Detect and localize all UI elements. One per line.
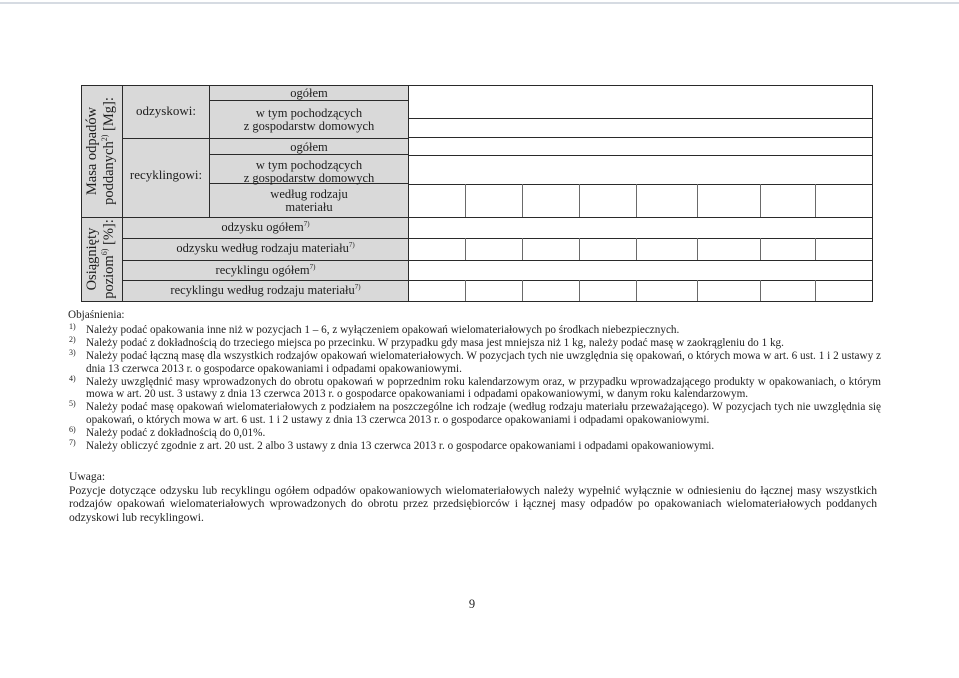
note-item: 7) Należy obliczyć zgodnie z art. 20 ust. 2 albo 3 ustawy z dnia 13 czerwca 2013 r. o gospodarce opakowaniami i odpadami opakowaniowymi. [69, 438, 715, 453]
row-recyklingu-wedlug: recyklingu według rodzaju materiału$^{7)}$ [170, 282, 361, 297]
row-odzysku-ogolem: odzysku ogółem$^{7)}$ [221, 219, 310, 234]
note-item: 3) Należy podać łączną masę dla wszystkich rodzajów opakowań wielomateriałowych. W pozycjach tych nie uwzględnia się opakowań, o których mowa w art. 6 ust. 1 i 2 ustawy z dnia 13 czerwca 2013 r. o gospodarce opakowaniami i odpadami opakowaniowymi. [69, 347, 881, 375]
remark-title: Uwaga: [69, 470, 106, 483]
mass-section-label: Masa odpadów poddanych$^{2)}$ [Mg]: [84, 97, 117, 205]
note-item: 1) Należy podać opakowania inne niż w pozycjach 1 – 6, z wyłączeniem opakowań wielomateriałowych po środkach niebezpiecznych. [69, 321, 680, 336]
note-item: 2) Należy podać z dokładnością do trzeciego miejsca po przecinku. W przypadku gdy masa jest mniejsza niż 1 kg, należy podać masę w zaokrągleniu do 1 kg. [69, 334, 784, 349]
remark [69, 470, 877, 524]
row-recykling-wedlug: według rodzaju materiału [270, 187, 348, 214]
page-number: 9 [468, 597, 476, 611]
explanations [69, 309, 881, 453]
recykling-group-label: recyklingowi: [129, 167, 203, 182]
row-odzysk-w-tym: w tym pochodzących z gospodarstw domowych [243, 106, 375, 133]
explanations-title: Objaśnienia: [68, 309, 125, 321]
odzysk-group-label: odzyskowi: [136, 103, 196, 118]
note-item: 6) Należy podać z dokładnością do 0,01%. [69, 425, 266, 440]
row-recykling-w-tym: w tym pochodzących z gospodarstw domowych [243, 158, 375, 185]
page-top-edge [0, 2, 959, 4]
level-section-label: Osiągnięty poziom$^{6)}$ [%]: [84, 219, 117, 299]
row-recyklingu-ogolem: recyklingu ogółem$^{7)}$ [215, 262, 316, 277]
note-item: 5) Należy podać masę opakowań wielomateriałowych z podziałem na poszczególne ich rodzaje (według rodzaju materiału przeważającego). W pozycjach tych nie uwzględnia się opakowań, o których mowa w art. 6 ust. 1 i 2 ustawy z dnia 13 czerwca 2013 r. o gospodarce opakowaniami i odpadami opakowaniowymi. [69, 399, 881, 427]
remark-text: Pozycje dotyczące odzysku lub recyklingu ogółem odpadów opakowaniowych wielomateriałowych należy wypełnić wyłącznie w odniesieniu do łącznej masy wszystkich rodzajów opakowań wielomateriałowych wprowadzonych do obrotu przez przedsiębiorców i łącznej masy odpadów po opakowaniach wielomateriałowych poddanych odzyskowi lub recyklingowi. [69, 483, 877, 524]
row-odzysk-ogolem: ogółem [290, 86, 328, 100]
row-recykling-ogolem: ogółem [290, 140, 328, 154]
note-item: 4) Należy uwzględnić masy wprowadzonych do obrotu opakowań w poprzednim roku kalendarzowym oraz, w przypadku wprowadzającego produkty w opakowaniach, o którym mowa w art. 20 ust. 3 ustawy z dnia 13 czerwca 2013 r. o gospodarce opakowaniami i odpadami opakowaniowymi, w danym roku kalendarzowym. [69, 373, 881, 401]
row-odzysku-wedlug: odzysku według rodzaju materiału$^{7)}$ [176, 240, 355, 255]
